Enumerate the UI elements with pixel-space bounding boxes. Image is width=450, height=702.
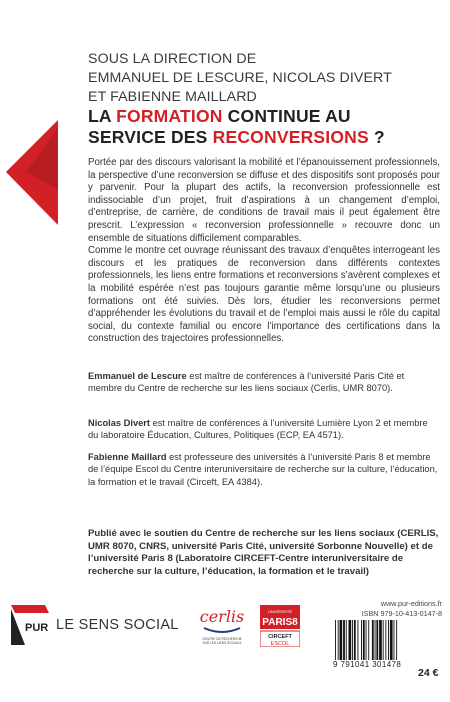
svg-text:PUR: PUR bbox=[25, 622, 49, 634]
summary-paragraph-1: Portée par des discours valorisant la mobilité et l’épanouissement professionnels, la perspective d’une reconversion se diffuse et des dispositifs sont proposés pour y parvenir. Pour la plupart des actifs, la reconversion professionnelle est indissociable d’un projet, fruit d’aspirations à un changement d’emploi, d’entreprise, de carrière, de conditions de travail mais il peut également être prescrit. L’expression « reconversion professionnelle » recouvre donc un ensemble de situations difficilement comparables. bbox=[88, 157, 440, 244]
barcode-bar bbox=[390, 620, 393, 660]
barcode-bar bbox=[340, 620, 343, 660]
barcode-bar bbox=[358, 620, 359, 660]
barcode-bar bbox=[394, 620, 395, 660]
author-bio-maillard bbox=[88, 451, 440, 488]
barcode-bar bbox=[375, 620, 376, 660]
barcode-bar bbox=[388, 620, 389, 660]
website-text: www.pur-editions.fr bbox=[380, 599, 442, 608]
barcode-bar bbox=[366, 620, 367, 660]
title-part: LA bbox=[88, 106, 117, 126]
barcode-bar bbox=[363, 620, 365, 660]
title-part: SERVICE DES bbox=[88, 127, 213, 147]
editors-line-3: ET FABIENNE MAILLARD bbox=[88, 89, 257, 105]
author-bio-text: est maître de conférences à l’université Lumière Lyon 2 et membre du laboratoire Éducation, Cultures, Politiques (ECP, EA 4571). bbox=[88, 418, 428, 441]
svg-text:CENTRE DE RECHERCHE: CENTRE DE RECHERCHE bbox=[202, 637, 242, 641]
title-highlight-reconversions: RECONVERSIONS bbox=[212, 127, 369, 147]
barcode-bar bbox=[352, 620, 353, 660]
editors-line-1: SOUS LA DIRECTION DE bbox=[88, 51, 257, 67]
author-name: Fabienne Maillard bbox=[88, 452, 167, 462]
isbn-text: ISBN 979-10-413-0147-8 bbox=[361, 609, 442, 618]
barcode bbox=[333, 620, 423, 660]
price: 24 € bbox=[418, 667, 439, 679]
book-title bbox=[88, 106, 438, 148]
barcode-bar bbox=[354, 620, 356, 660]
barcode-bar bbox=[383, 620, 384, 660]
cerlis-logo-text: cerlis bbox=[199, 607, 245, 626]
svg-text:ESCOL: ESCOL bbox=[270, 641, 290, 647]
barcode-number: 9 791041 301478 bbox=[333, 660, 402, 669]
barcode-bar bbox=[368, 620, 369, 660]
svg-text:CIRCEFT: CIRCEFT bbox=[268, 634, 292, 640]
back-cover-summary bbox=[88, 157, 440, 346]
svg-text:SUR LES LIENS SOCIAUX: SUR LES LIENS SOCIAUX bbox=[202, 641, 242, 645]
editors-header bbox=[88, 50, 438, 107]
barcode-bar bbox=[346, 620, 347, 660]
barcode-bar bbox=[338, 620, 339, 660]
author-bio-lescure bbox=[88, 370, 440, 395]
author-bio-text: est maître de conférences à l’université Paris Cité et membre du Centre de recherche sur les liens sociaux (Cerlis, UMR 8070). bbox=[88, 371, 405, 394]
svg-text:PARIS8: PARIS8 bbox=[262, 617, 298, 628]
editors-line-2: EMMANUEL DE LESCURE, NICOLAS DIVERT bbox=[88, 70, 392, 86]
barcode-bar bbox=[379, 620, 382, 660]
barcode-bar bbox=[361, 620, 362, 660]
author-name: Emmanuel de Lescure bbox=[88, 371, 187, 381]
collection-name: LE SENS SOCIAL bbox=[56, 617, 179, 633]
barcode-bar bbox=[396, 620, 397, 660]
pur-logo bbox=[11, 605, 49, 645]
barcode-bar bbox=[385, 620, 386, 660]
svg-text:UNIVERSITÉ: UNIVERSITÉ bbox=[267, 609, 293, 614]
title-highlight-formation: FORMATION bbox=[116, 106, 223, 126]
support-statement: Publié avec le soutien du Centre de recherche sur les liens sociaux (CERLIS, UMR 8070, CNRS, université Paris Cité, université Sorbonne Nouvelle) et de l’université Paris 8 (Laboratoire CIRCEFT-Centre interuniversitaire de recherche sur la culture, l’éducation, la formation et le travail) bbox=[88, 528, 439, 578]
author-name: Nicolas Divert bbox=[88, 418, 151, 428]
title-part: CONTINUE AU bbox=[222, 106, 351, 126]
barcode-bar bbox=[376, 620, 378, 660]
author-bio-divert bbox=[88, 417, 440, 442]
barcode-bar bbox=[335, 620, 336, 660]
author-bio-text: est professeure des universités à l’université Paris 8 et membre de l’équipe Escol du Centre interuniversitaire de recherche sur la culture, l’éducation, la formation et le travail (Circeft, EA 4384). bbox=[88, 452, 438, 487]
cerlis-logo bbox=[196, 600, 248, 648]
title-part: ? bbox=[368, 127, 385, 147]
paris8-circeft-logo bbox=[260, 605, 300, 647]
barcode-bar bbox=[349, 620, 352, 660]
publisher-info bbox=[330, 599, 442, 619]
barcode-bar bbox=[372, 620, 374, 660]
summary-paragraph-2: Comme le montre cet ouvrage réunissant des travaux d’enquêtes interrogeant les discours et les pratiques de reconversion dans différents contextes professionnels, les liens entre formations et reconversions s’avèrent complexes et la mobilité espérée n’est pas toujours garantie même lorsqu’une ou plusieurs formations ont été suivies. Dès lors, étudier les reconversions permet d’appréhender les évolutions du travail et de l’emploi mais aussi le rôle du capital social, du contexte familial ou encore l’importance des certifications dans la construction des trajectoires professionnelles. bbox=[88, 245, 440, 345]
decorative-red-triangles bbox=[0, 0, 70, 260]
barcode-bar bbox=[343, 620, 345, 660]
